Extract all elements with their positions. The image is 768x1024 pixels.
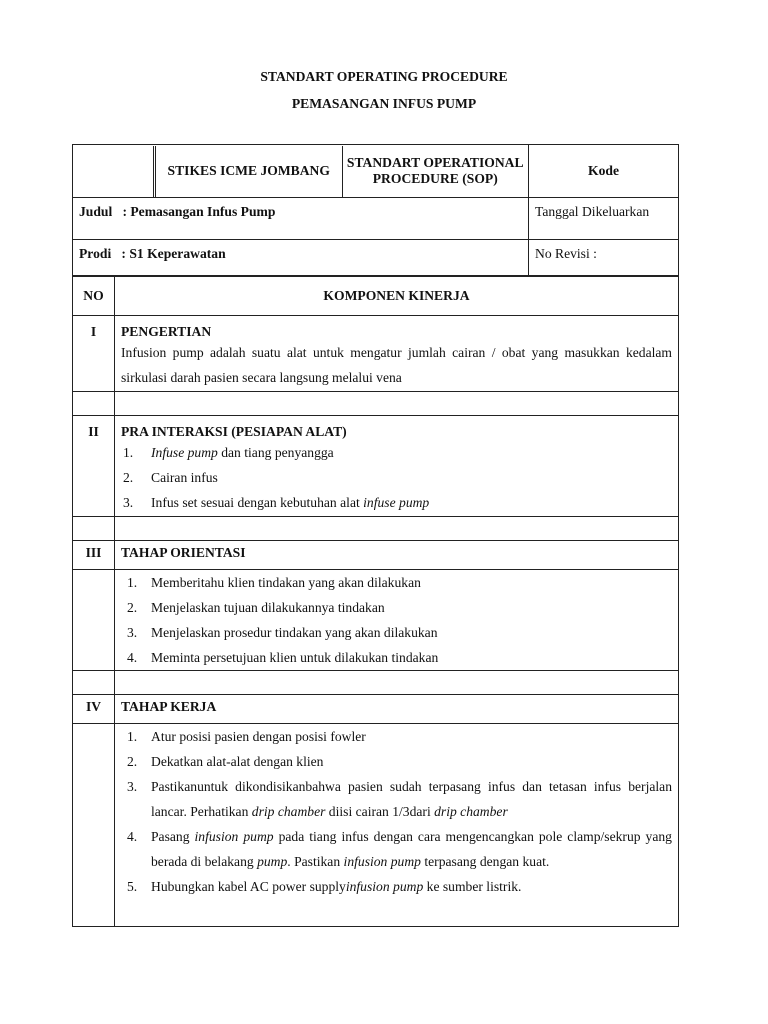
spacer-cell [115, 517, 679, 541]
section-pengertian [115, 316, 679, 392]
kode-label: Kode [529, 145, 679, 198]
item-number: 4. [127, 650, 138, 665]
item-text: Cairan infus [151, 470, 218, 486]
item-text: diisi cairan 1/3dari [325, 804, 435, 819]
item-text: Menjelaskan tujuan dilakukannya tindakan [151, 600, 385, 615]
item-text: Hubungkan kabel AC power supply [151, 879, 346, 894]
section-no: I [73, 316, 115, 392]
item-emphasis: pump [257, 854, 288, 869]
item-emphasis: Infuse pump [151, 445, 218, 461]
item-number: 1. [127, 729, 138, 744]
list-item [121, 620, 672, 645]
list-item [121, 490, 672, 515]
item-emphasis: infusion pump [194, 829, 274, 844]
item-text: Dekatkan alat-alat dengan klien [151, 754, 324, 769]
item-emphasis: infusion pump [345, 879, 424, 894]
spacer-cell [73, 671, 115, 695]
section-title-row [115, 695, 679, 724]
item-number: 3. [127, 779, 138, 794]
logo-cell [73, 146, 156, 197]
pengertian-text: Infusion pump adalah suatu alat untuk mengatur jumlah cairan / obat yang masukkan kedalam sirkulasi darah pasien secara langsung melalui vena [121, 345, 672, 386]
list-item [121, 774, 672, 824]
empty-no-cell [73, 724, 115, 927]
prodi-field: Prodi : S1 Keperawatan [73, 240, 529, 276]
item-text: Menjelaskan prosedur tindakan yang akan dilakukan [151, 625, 438, 640]
institution-name: STIKES ICME JOMBANG [156, 146, 343, 197]
item-text: terpasang dengan kuat. [420, 854, 550, 869]
spacer-cell [73, 517, 115, 541]
document-title: STANDART OPERATING PROCEDURE [260, 69, 508, 84]
item-number: 2. [127, 600, 138, 615]
section-title: TAHAP KERJA [121, 699, 217, 714]
sop-label: STANDART OPERATIONAL PROCEDURE (SOP) [346, 154, 524, 187]
list-item [121, 874, 672, 899]
section-title: PRA INTERAKSI (PESIAPAN ALAT) [121, 424, 347, 439]
list-item [121, 645, 672, 670]
no-column-header: NO [73, 277, 115, 316]
document-subtitle: PEMASANGAN INFUS PUMP [291, 96, 477, 111]
item-emphasis: infusion pump [343, 854, 421, 869]
header-top-left [73, 145, 529, 198]
item-number: 2. [123, 470, 134, 486]
item-number: 1. [127, 575, 138, 590]
section-tahap-orientasi [115, 570, 679, 671]
tanggal-dikeluarkan-label: Tanggal Dikeluarkan [529, 198, 679, 240]
item-emphasis: infuse pump [363, 495, 430, 511]
section-no: IV [73, 695, 115, 724]
item-text: Atur posisi pasien dengan posisi fowler [151, 729, 366, 744]
list-item [121, 749, 672, 774]
section-title: PENGERTIAN [121, 324, 212, 339]
empty-no-cell [73, 570, 115, 671]
item-number: 2. [127, 754, 138, 769]
item-number: 1. [123, 445, 134, 461]
item-number: 3. [127, 625, 138, 640]
section-no: II [73, 416, 115, 517]
item-text: ke sumber listrik. [423, 879, 522, 894]
section-pra-interaksi [115, 416, 679, 517]
list-item [121, 724, 672, 749]
section-no: III [73, 541, 115, 570]
komponen-kinerja-table [72, 276, 679, 927]
list-item [121, 595, 672, 620]
section-title: TAHAP ORIENTASI [121, 545, 246, 560]
item-number: 5. [127, 879, 138, 894]
list-item [121, 465, 672, 490]
section-tahap-kerja [115, 724, 679, 927]
item-number: 3. [123, 495, 134, 511]
section-title-row [115, 541, 679, 570]
item-text: Infus set sesuai dengan kebutuhan alat [151, 495, 364, 511]
no-revisi-label: No Revisi : [529, 240, 679, 276]
item-text: . Pastikan [287, 854, 344, 869]
item-emphasis: drip chamber [251, 804, 326, 819]
list-item [121, 440, 672, 465]
item-number: 4. [127, 829, 138, 844]
item-text: Pastikanuntuk dikondisikanbahwa pasien sudah terpasang infus dan tetasan infus berjalan lancar. Perhatikan [151, 779, 672, 819]
spacer-cell [73, 392, 115, 416]
item-text: dan tiang penyangga [217, 445, 334, 461]
item-emphasis: drip chamber [434, 804, 508, 819]
sop-header-table [72, 144, 679, 276]
item-text: pada tiang infus dengan cara mengencangkan pole clamp/sekrup yang berada di belakang [151, 829, 672, 869]
item-text: Meminta persetujuan klien untuk dilakukan tindakan [151, 650, 439, 665]
spacer-cell [115, 392, 679, 416]
item-text: Pasang [151, 829, 195, 844]
list-item [121, 570, 672, 595]
komponen-column-header: KOMPONEN KINERJA [115, 277, 679, 316]
spacer-cell [115, 671, 679, 695]
judul-field: Judul : Pemasangan Infus Pump [73, 198, 529, 240]
item-text: Memberitahu klien tindakan yang akan dilakukan [151, 575, 421, 590]
list-item [121, 824, 672, 874]
